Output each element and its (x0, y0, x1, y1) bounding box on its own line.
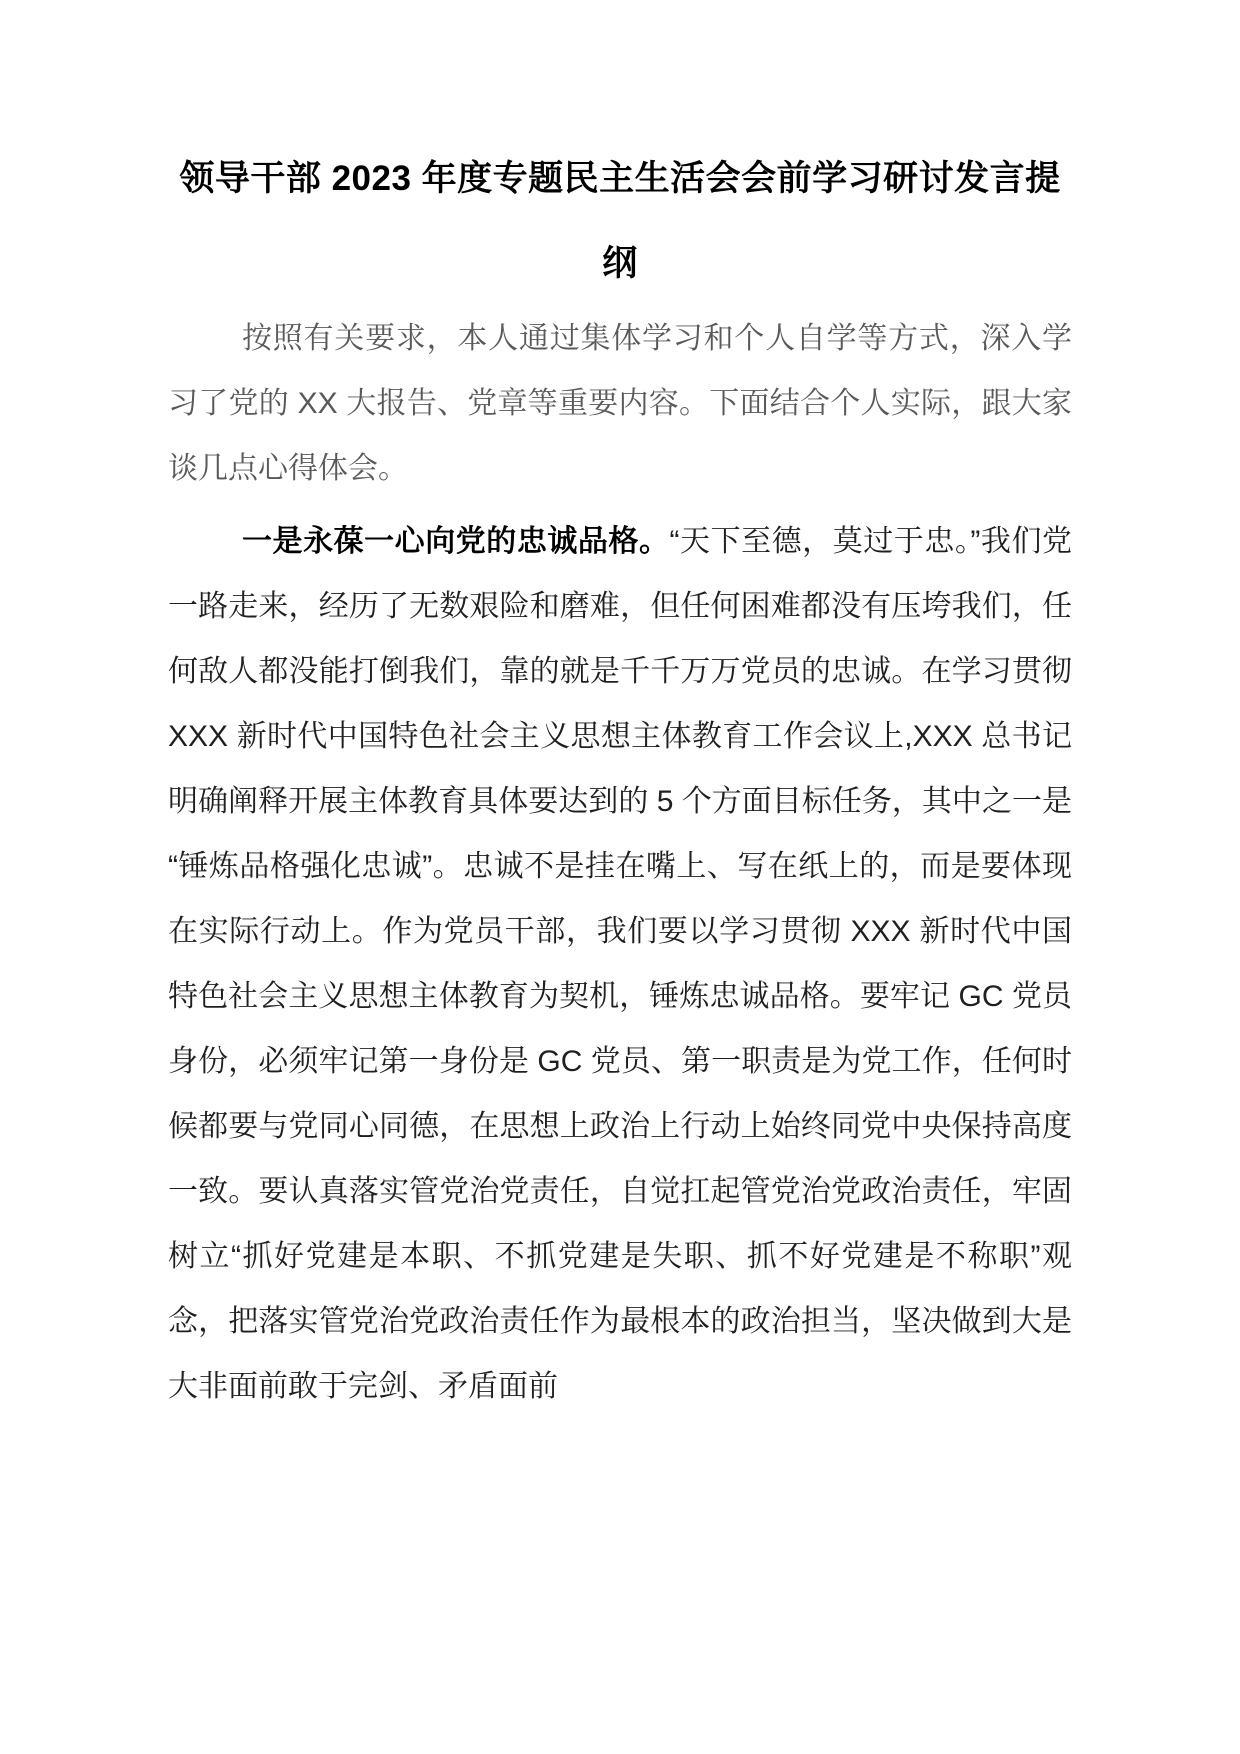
paragraph-point-one-lead: 一是永葆一心向党的忠诚品格。 (242, 525, 670, 558)
paragraph-intro-text: 按照有关要求，本人通过集体学习和个人自学等方式，深入学习了党的 XX 大报告、党章等重要内容。下面结合个人实际，跟大家谈几点心得体会。 (168, 322, 1072, 485)
paragraph-point-one-text: “天下至德，莫过于忠。”我们党一路走来，经历了无数艰险和磨难，但任何困难都没有压垮我们，任何敌人都没能打倒我们，靠的就是千千万万党员的忠诚。在学习贯彻 XXX 新时代中国特色社会主义思想主体教育工作会议上,XXX 总书记明确阐释开展主体教育具体要达到的 5 个方面目标任务，其中之一是“锤炼品格强化忠诚”。忠诚不是挂在嘴上、写在纸上的，而是要体现在实际行动上。作为党员干部，我们要以学习贯彻 XXX 新时代中国特色社会主义思想主体教育为契机，锤炼忠诚品格。要牢记 GC 党员身份，必须牢记第一身份是 GC 党员、第一职责是为党工作，任何时候都要与党同心同德，在思想上政治上行动上始终同党中央保持高度一致。要认真落实管党治党责任，自觉扛起管党治党政治责任，牢固树立“抓好党建是本职、不抓党建是失职、抓不好党建是不称职”观念，把落实管党治党政治责任作为最根本的政治担当，坚决做到大是大非面前敢于完剑、矛盾面前 (168, 525, 1073, 1403)
paragraph-intro (168, 306, 1072, 501)
document-title: 领导干部 2023 年度专题民主生活会会前学习研讨发言提纲 (179, 159, 1061, 283)
paragraph-point-one (168, 509, 1072, 1419)
